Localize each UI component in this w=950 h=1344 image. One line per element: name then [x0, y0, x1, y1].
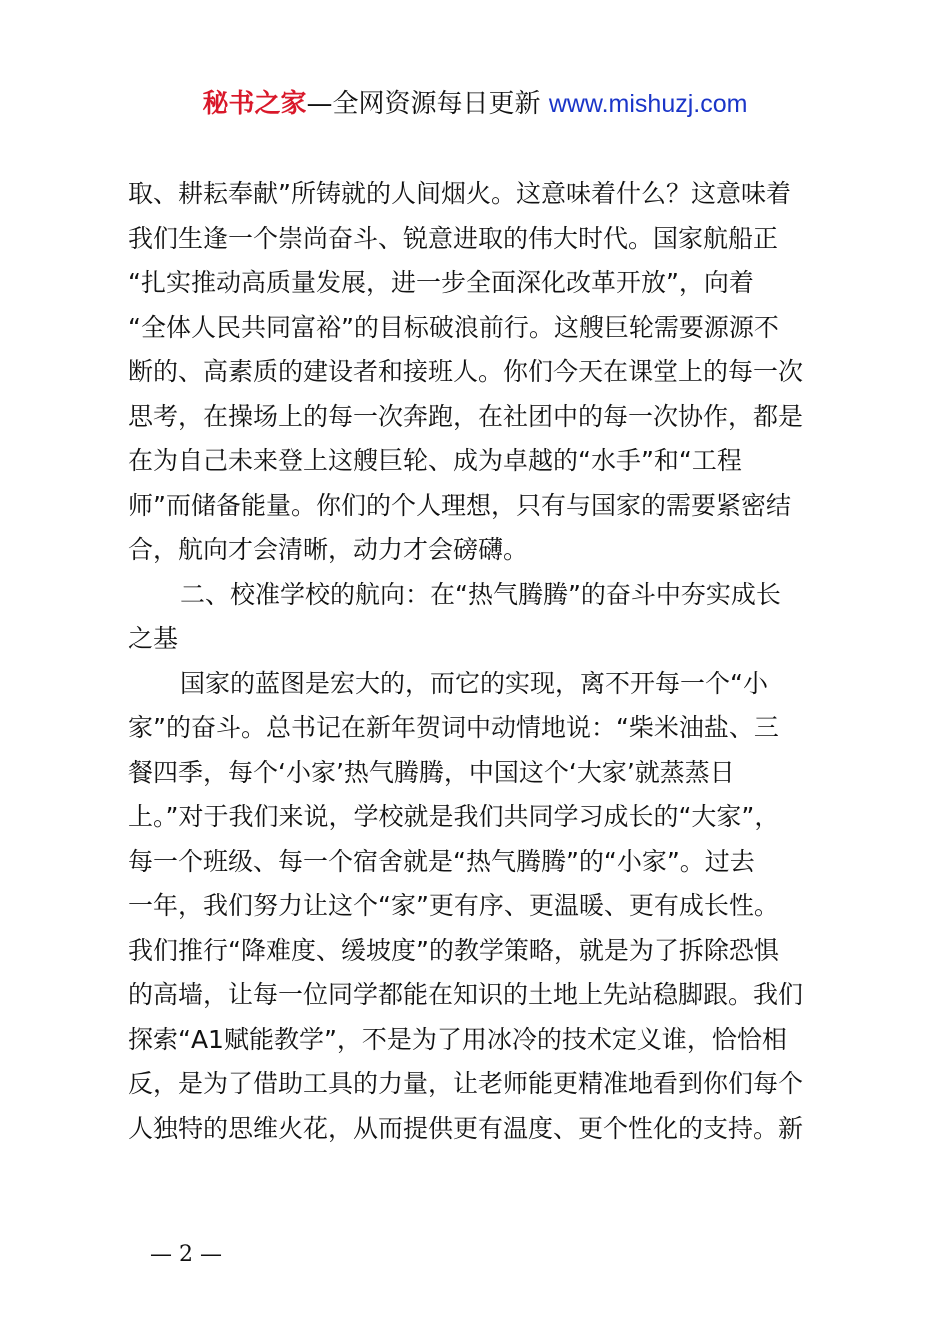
text-line: 我们生逢一个崇尚奋斗、锐意进取的伟大时代。国家航船正 — [128, 223, 779, 253]
header-tagline: —全网资源每日更新 — [306, 89, 549, 119]
text-line: 人独特的思维火花，从而提供更有温度、更个性化的支持。新 — [128, 1113, 804, 1143]
text-line: 师”而储备能量。你们的个人理想，只有与国家的需要紧密结 — [128, 490, 791, 520]
text-line: 上。”对于我们来说，学校就是我们共同学习成长的“大家”， — [128, 802, 780, 831]
section-heading: 二、校准学校的航向：在“热气腾腾”的奋斗中夯实成长 — [180, 579, 781, 609]
text-line: 一年，我们努力让这个“家”更有序、更温暖、更有成长性。 — [128, 891, 779, 920]
page-number: — 2 — — [150, 1242, 222, 1267]
document-body — [128, 172, 838, 1151]
text-line: 断的、高素质的建设者和接班人。你们今天在课堂上的每一次 — [128, 357, 804, 386]
text-line: 家”的奋斗。总书记在新年贺词中动情地说：“柴米油盐、三 — [128, 713, 779, 742]
text-line: 取、耕耘奉献”所铸就的人间烟火。这意味着什么？这意味着 — [128, 179, 791, 208]
text-line: 在为自己未来登上这艘巨轮、成为卓越的“水手”和“工程 — [128, 446, 742, 475]
section-heading-continued: 之基 — [128, 624, 179, 653]
text-line: 每一个班级、每一个宿舍就是“热气腾腾”的“小家”。过去 — [128, 846, 755, 876]
website-link[interactable]: www.mishuzj.com — [548, 90, 748, 118]
text-line: 的高墙，让每一位同学都能在知识的土地上先站稳脚跟。我们 — [128, 980, 804, 1009]
text-line: “全体人民共同富裕”的目标破浪前行。这艘巨轮需要源源不 — [128, 312, 779, 342]
site-header — [0, 86, 950, 122]
text-line: 餐四季，每个‘小家’热气腾腾，中国这个‘大家’就蒸蒸日 — [128, 757, 735, 787]
brand-name: 秘书之家 — [202, 89, 307, 119]
text-line: “扎实推动高质量发展，进一步全面深化改革开放”，向着 — [128, 268, 754, 297]
text-line: 合，航向才会清晰，动力才会磅礴。 — [128, 535, 529, 564]
text-line: 我们推行“降难度、缓坡度”的教学策略，就是为了拆除恐惧 — [128, 935, 779, 965]
text-line: 思考，在操场上的每一次奔跑，在社团中的每一次协作，都是 — [128, 401, 804, 431]
paragraph-start-line: 国家的蓝图是宏大的，而它的实现，离不开每一个“小 — [180, 668, 768, 698]
text-line: 反，是为了借助工具的力量，让老师能更精准地看到你们每个 — [128, 1069, 804, 1098]
text-line: 探索“A1赋能教学”，不是为了用冰冷的技术定义谁，恰恰相 — [128, 1024, 787, 1054]
